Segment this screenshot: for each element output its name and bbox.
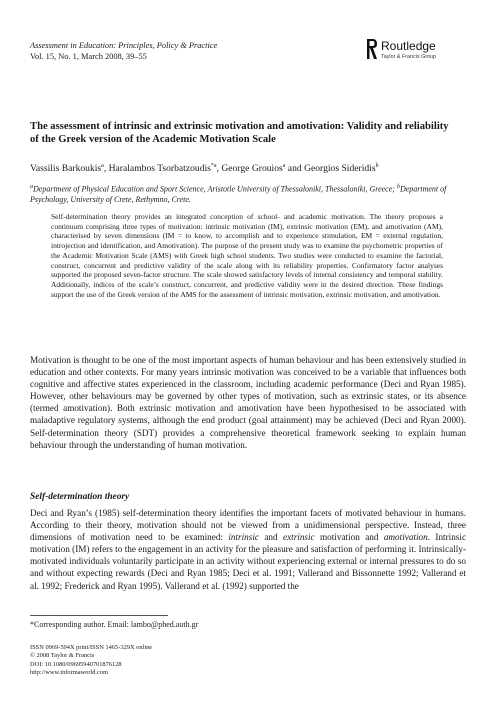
author-name: George Grouios	[221, 163, 283, 175]
affiliations	[30, 182, 470, 205]
author-separator: and	[285, 163, 305, 175]
affiliation-mark: a	[30, 184, 33, 190]
author-name: Haralambos Tsorbatzoudis	[108, 163, 211, 175]
publisher-logo	[366, 37, 466, 67]
article-title: The assessment of intrinsic and extrinsic motivation and amotivation: Validity and reliability of the Greek version of the Academic Motivation Scale	[30, 121, 449, 145]
doi-line: DOI: 10.1080/09695940701876128	[30, 660, 122, 668]
affiliation-text: Department of Psychology, University of Crete, Rethymno, Crete.	[30, 184, 447, 204]
publisher-name: Routledge	[381, 39, 436, 53]
author-affiliation-mark: a	[101, 163, 104, 169]
author-affiliation-mark: *a	[210, 163, 217, 169]
section-heading: Self-determination theory	[30, 492, 130, 502]
author-separator: ,	[103, 163, 109, 175]
author-affiliation-mark: a	[282, 163, 286, 169]
body-text: Deci and Ryan’s (1985) self-determination theory identifies the important facets of motivated behaviour in humans. According to their theory, motivation should not be viewed from a unidimensional perspective. Instead, three dimensions of motivation need to be examined:	[30, 508, 466, 543]
footnote-divider	[30, 615, 168, 616]
journal-header	[30, 40, 217, 62]
journal-issue: Vol. 15, No. 1, March 2008, 39–55	[30, 52, 147, 61]
emphasis-term: extrinsic	[283, 532, 315, 543]
website-link[interactable]: http://www.informaworld.com	[30, 669, 109, 677]
author-affiliation-mark: b	[375, 163, 379, 169]
author-list	[30, 161, 470, 174]
sdt-paragraph	[30, 507, 466, 592]
intro-paragraph: Motivation is thought to be one of the most important aspects of human behaviour and has been extensively studied in education and other contexts. For many years intrinsic motivation was conceived to be a variable that influences both cognitive and affective states experienced in the classroom, including academic performance (Deci and Ryan 1985). However, other behaviours may be governed by other types of motivation, such as extrinsic states, or its absence (termed amotivation). Both extrinsic motivation and amotivation have been hypothesised to be associated with maladaptive regulatory systems, although the end product (goal attainment) may be achieved (Deci and Ryan 2000). Self-determination theory (SDT) provides a comprehensive theoretical framework seeking to explain human behaviour through the understanding of human motivation.	[30, 355, 466, 450]
body-text: and	[258, 532, 283, 543]
emphasis-term: intrinsic	[228, 532, 259, 543]
issn-line: ISSN 0969-594X print/ISSN 1465-329X online	[30, 644, 153, 651]
publisher-tagline: Taylor & Francis Group	[381, 54, 437, 60]
affiliation-text: Department of Physical Education and Sport Science, Aristotle University of Thessaloniki, Thessaloniki, Greece;	[33, 184, 397, 194]
corresponding-author-footnote: *Corresponding author. Email: lambo@phed.auth.gr	[30, 620, 199, 629]
routledge-logo-icon	[366, 38, 378, 60]
copyright-line: © 2008 Taylor & Francis	[30, 652, 95, 660]
body-text: . Intrinsic motivation (IM) refers to the engagement in an activity for the pleasure and satisfaction of performing it. Intrinsically-motivated individuals voluntarily participate in an activity without experiencing external or internal pressures to do so and without expecting rewards (Deci and Ryan 1985; Deci et al. 1991; Vallerand and Bissonnette 1992; Vallerand et al. 1992; Frederick and Ryan 1995). Vallerand et al. (1992) supported the	[30, 532, 467, 591]
copyright-block	[30, 644, 152, 678]
emphasis-term: amotivation	[383, 532, 428, 543]
journal-title: Assessment in Education: Principles, Policy & Practice	[30, 41, 218, 50]
abstract: Self-determination theory provides an integrated conception of school- and academic motivation. The theory proposes a continuum comprising three types of motivation: intrinsic motivation (IM), extrinsic motivation (EM), and amotivation (AM), characterised by seven dimensions (IM = to know, to accomplish and to experience stimulation, EM = external regulation, introjection and identification, and Amotivation). The purpose of the present study was to examine the psychometric properties of the Academic Motivation Scale (AMS) with Greek high school students. Two studies were conducted to examine the factorial, construct, concurrent and predictive validity of the scale along with its reliability properties. Confirmatory factor analyses supported the proposed seven-factor structure. The scale showed satisfactory levels of internal consistency and temporal stability. Additionally, indices of the scale’s construct, concurrent, and predictive validity were in the desired direction. These findings support the use of the Greek version of the AMS for the assessment of intrinsic motivation, extrinsic motivation, and amotivation.	[51, 212, 443, 299]
body-text: motivation and	[314, 532, 384, 543]
affiliation-mark: b	[396, 184, 400, 190]
author-separator: ,	[216, 163, 222, 175]
author-name: Georgios Sideridis	[304, 163, 376, 175]
author-name: Vassilis Barkoukis	[30, 163, 102, 175]
